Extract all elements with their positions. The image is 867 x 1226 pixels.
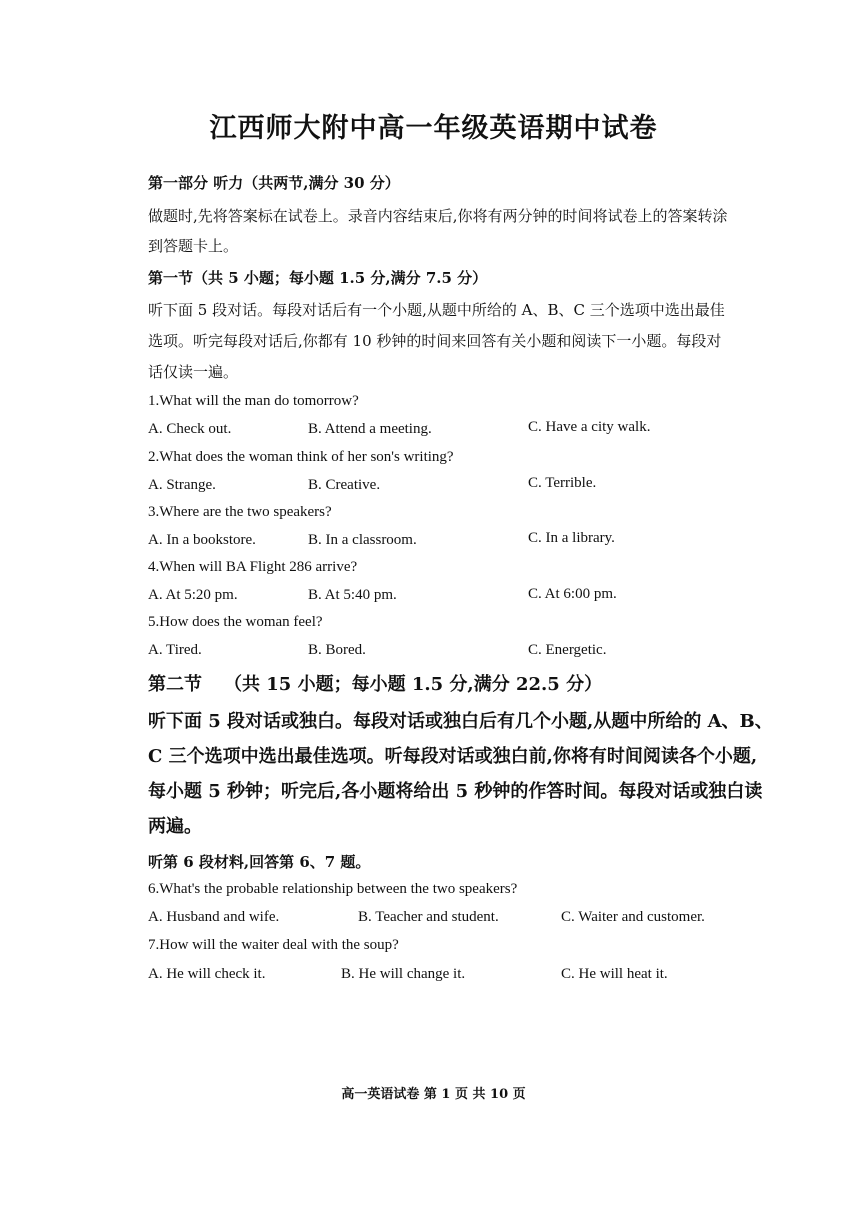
question-7: 7.How will the waiter deal with the soup? (148, 937, 399, 953)
question-2-option-c: C. Terrible. (528, 475, 597, 491)
section1-instructions-line2: 选项。听完每段对话后,你都有 10 秒钟的时间来回答有关小题和阅读下一小题。每段对 (148, 332, 722, 350)
question-1-option-a: A. Check out. (148, 421, 232, 437)
section2-instructions-line3: 每小题 5 秒钟；听完后,各小题将给出 5 秒钟的作答时间。每段对话或独白读 (148, 781, 763, 802)
question-3: 3.Where are the two speakers? (148, 504, 332, 520)
section2-instructions-line1: 听下面 5 段对话或独白。每段对话或独白后有几个小题,从题中所给的 A、B、 (148, 711, 773, 732)
material-6-heading: 听第 6 段材料,回答第 6、7 题。 (148, 853, 371, 871)
question-4-option-b: B. At 5:40 pm. (308, 587, 397, 603)
question-6-option-b: B. Teacher and student. (358, 909, 499, 925)
section1-instructions-line3: 话仅读一遍。 (148, 363, 239, 381)
question-6-option-c: C. Waiter and customer. (561, 909, 705, 925)
question-1-option-b: B. Attend a meeting. (308, 421, 432, 437)
part1-instructions-line2: 到答题卡上。 (148, 237, 239, 255)
question-3-option-b: B. In a classroom. (308, 532, 417, 548)
question-3-option-a: A. In a bookstore. (148, 532, 256, 548)
question-3-option-c: C. In a library. (528, 530, 615, 546)
page-footer: 高一英语试卷 第 1 页 共 10 页 (341, 1087, 526, 1102)
question-2: 2.What does the woman think of her son's writing? (148, 449, 454, 465)
section1-instructions-line1: 听下面 5 段对话。每段对话后有一个小题,从题中所给的 A、B、C 三个选项中选出最佳 (148, 301, 725, 319)
section2-instructions-line2: C 三个选项中选出最佳选项。听每段对话或独白前,你将有时间阅读各个小题, (148, 746, 758, 767)
question-5-option-c: C. Energetic. (528, 642, 607, 658)
question-7-option-c: C. He will heat it. (561, 966, 668, 982)
question-6: 6.What's the probable relationship between the two speakers? (148, 881, 518, 897)
question-2-option-a: A. Strange. (148, 477, 216, 493)
question-1-option-c: C. Have a city walk. (528, 419, 651, 435)
question-4-option-c: C. At 6:00 pm. (528, 586, 617, 602)
part1-heading: 第一部分 听力（共两节,满分 30 分） (148, 174, 400, 192)
section2-heading (148, 670, 602, 696)
question-6-option-a: A. Husband and wife. (148, 909, 280, 925)
question-7-option-a: A. He will check it. (148, 966, 266, 982)
question-5-option-b: B. Bored. (308, 642, 366, 658)
section2-instructions-line4: 两遍。 (148, 816, 202, 837)
question-4-option-a: A. At 5:20 pm. (148, 587, 238, 603)
question-7-option-b: B. He will change it. (341, 966, 466, 982)
question-5: 5.How does the woman feel? (148, 614, 323, 630)
question-4: 4.When will BA Flight 286 arrive? (148, 559, 358, 575)
section2-heading-label: 第二节 (148, 674, 202, 695)
question-2-option-b: B. Creative. (308, 477, 381, 493)
exam-title: 江西师大附中高一年级英语期中试卷 (209, 113, 658, 144)
section1-heading: 第一节（共 5 小题；每小题 1.5 分,满分 7.5 分） (148, 269, 488, 287)
question-1: 1.What will the man do tomorrow? (148, 393, 359, 409)
part1-instructions-line1: 做题时,先将答案标在试卷上。录音内容结束后,你将有两分钟的时间将试卷上的答案转涂 (148, 207, 728, 225)
section2-heading-detail: （共 15 小题；每小题 1.5 分,满分 22.5 分） (224, 674, 603, 695)
question-5-option-a: A. Tired. (148, 642, 202, 658)
